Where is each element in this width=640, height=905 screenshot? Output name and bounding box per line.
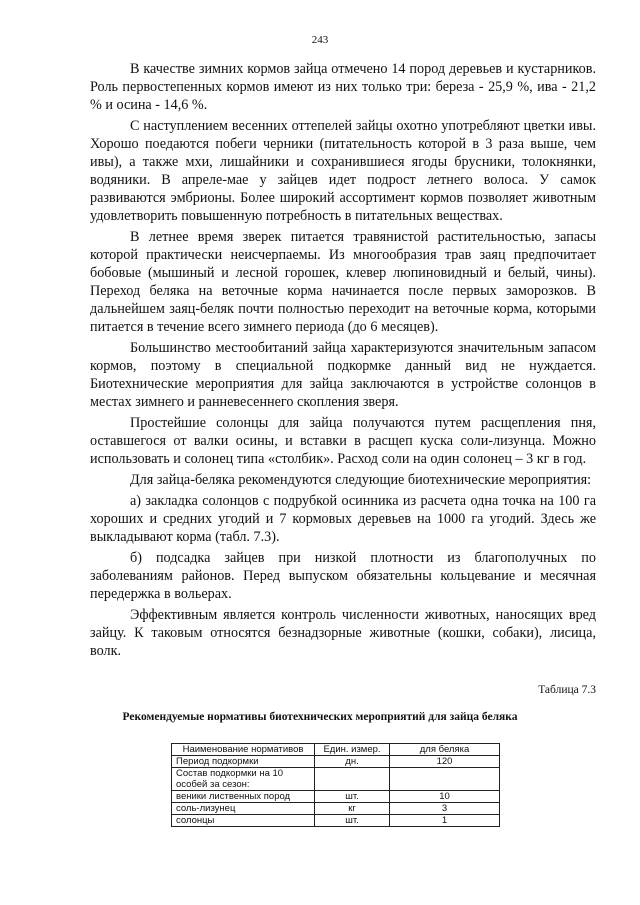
paragraph-5: Простейшие солонцы для зайца получаются путем расщепления пня, оставшегося от валки осины, и вставки в расщеп куска соли-лизунца. Можно использовать и солонец типа «столбик». Расход соли на один солонец – 3 кг в год.: [90, 415, 596, 467]
cell-unit: дн.: [315, 756, 390, 768]
table-row: [172, 756, 500, 768]
page-number: 243: [311, 34, 329, 46]
cell-norm-name: соль-лизунец: [172, 803, 315, 815]
paragraph-3: В летнее время зверек питается травянистой растительностью, запасы которой практически неисчерпаемы. Из многообразия трав заяц предпочитает бобовые (мышиный и лесной горошек, клевер люпиновидный и белый, чины). Переход беляка на веточные корма начинается после первых заморозков. В дальнейшем заяц-беляк почти полностью переходит на веточные корма, которыми питается в течение всего зимнего периода (до 6 месяцев).: [90, 229, 596, 335]
paragraph-8: б) подсадка зайцев при низкой плотности из благополучных по заболеваниям районов. Перед выпуском обязательны кольцевание и месячная передержка в вольерах.: [90, 550, 596, 602]
cell-norm-name: солонцы: [172, 815, 315, 827]
paragraph-2: С наступлением весенних оттепелей зайцы охотно употребляют цветки ивы. Хорошо поедаются побеги черники (питательность которой в 3 раза выше, чем ивы), а также мхи, лишайники и сохранившиеся ягоды брусники, толокнянки, водяники. В апреле-мае у зайцев идет подрост летнего волоса. У самок развиваются эмбрионы. Более широкий ассортимент кормов позволяет животным удовлетворить повышенную потребность в питательных веществах.: [90, 118, 596, 224]
table-row: [172, 803, 500, 815]
cell-unit: кг: [315, 803, 390, 815]
cell-norm-name: веники лиственных пород: [172, 791, 315, 803]
cell-norm-name: Период подкормки: [172, 756, 315, 768]
cell-value: 120: [390, 756, 500, 768]
table-title: Рекомендуемые нормативы биотехнических мероприятий для зайца беляка: [122, 711, 518, 723]
cell-value: 10: [390, 791, 500, 803]
norms-table: [171, 743, 500, 827]
cell-value: [390, 768, 500, 791]
table-row: [172, 768, 500, 791]
paragraph-1: В качестве зимних кормов зайца отмечено 14 пород деревьев и кустарников. Роль первостепенных кормов имеют из них только три: береза - 25,9 %, ива - 21,2 % и осина - 14,6 %.: [90, 61, 596, 113]
table-row: [172, 791, 500, 803]
paragraph-7: а) закладка солонцов с подрубкой осинника из расчета одна точка на 100 га хороших и средних угодий и 7 кормовых деревьев на 1000 га угодий. Здесь же выкладывают корма (табл. 7.3).: [90, 493, 596, 545]
cell-value: 1: [390, 815, 500, 827]
header-norm-name: Наименование нормативов: [172, 744, 315, 756]
body-text: [90, 60, 596, 663]
table-row: [172, 815, 500, 827]
cell-unit: [315, 768, 390, 791]
header-hare-value: для беляка: [390, 744, 500, 756]
paragraph-4: Большинство местообитаний зайца характеризуются значительным запасом кормов, поэтому в специальной подкормке данный вид не нуждается. Биотехнические мероприятия для зайца заключаются в устройстве солонцов в местах зимнего и ранневесеннего скопления зверя.: [90, 340, 596, 410]
header-unit: Един. измер.: [315, 744, 390, 756]
paragraph-6: Для зайца-беляка рекомендуются следующие биотехнические мероприятия:: [130, 472, 592, 488]
table-header-row: [172, 744, 500, 756]
cell-value: 3: [390, 803, 500, 815]
cell-unit: шт.: [315, 815, 390, 827]
cell-norm-name: Состав подкормки на 10 особей за сезон:: [172, 768, 315, 791]
cell-unit: шт.: [315, 791, 390, 803]
table-label: Таблица 7.3: [538, 684, 596, 696]
paragraph-9: Эффективным является контроль численности животных, наносящих вред зайцу. К таковым относятся безнадзорные животные (кошки, собаки), лисица, волк.: [90, 607, 596, 659]
